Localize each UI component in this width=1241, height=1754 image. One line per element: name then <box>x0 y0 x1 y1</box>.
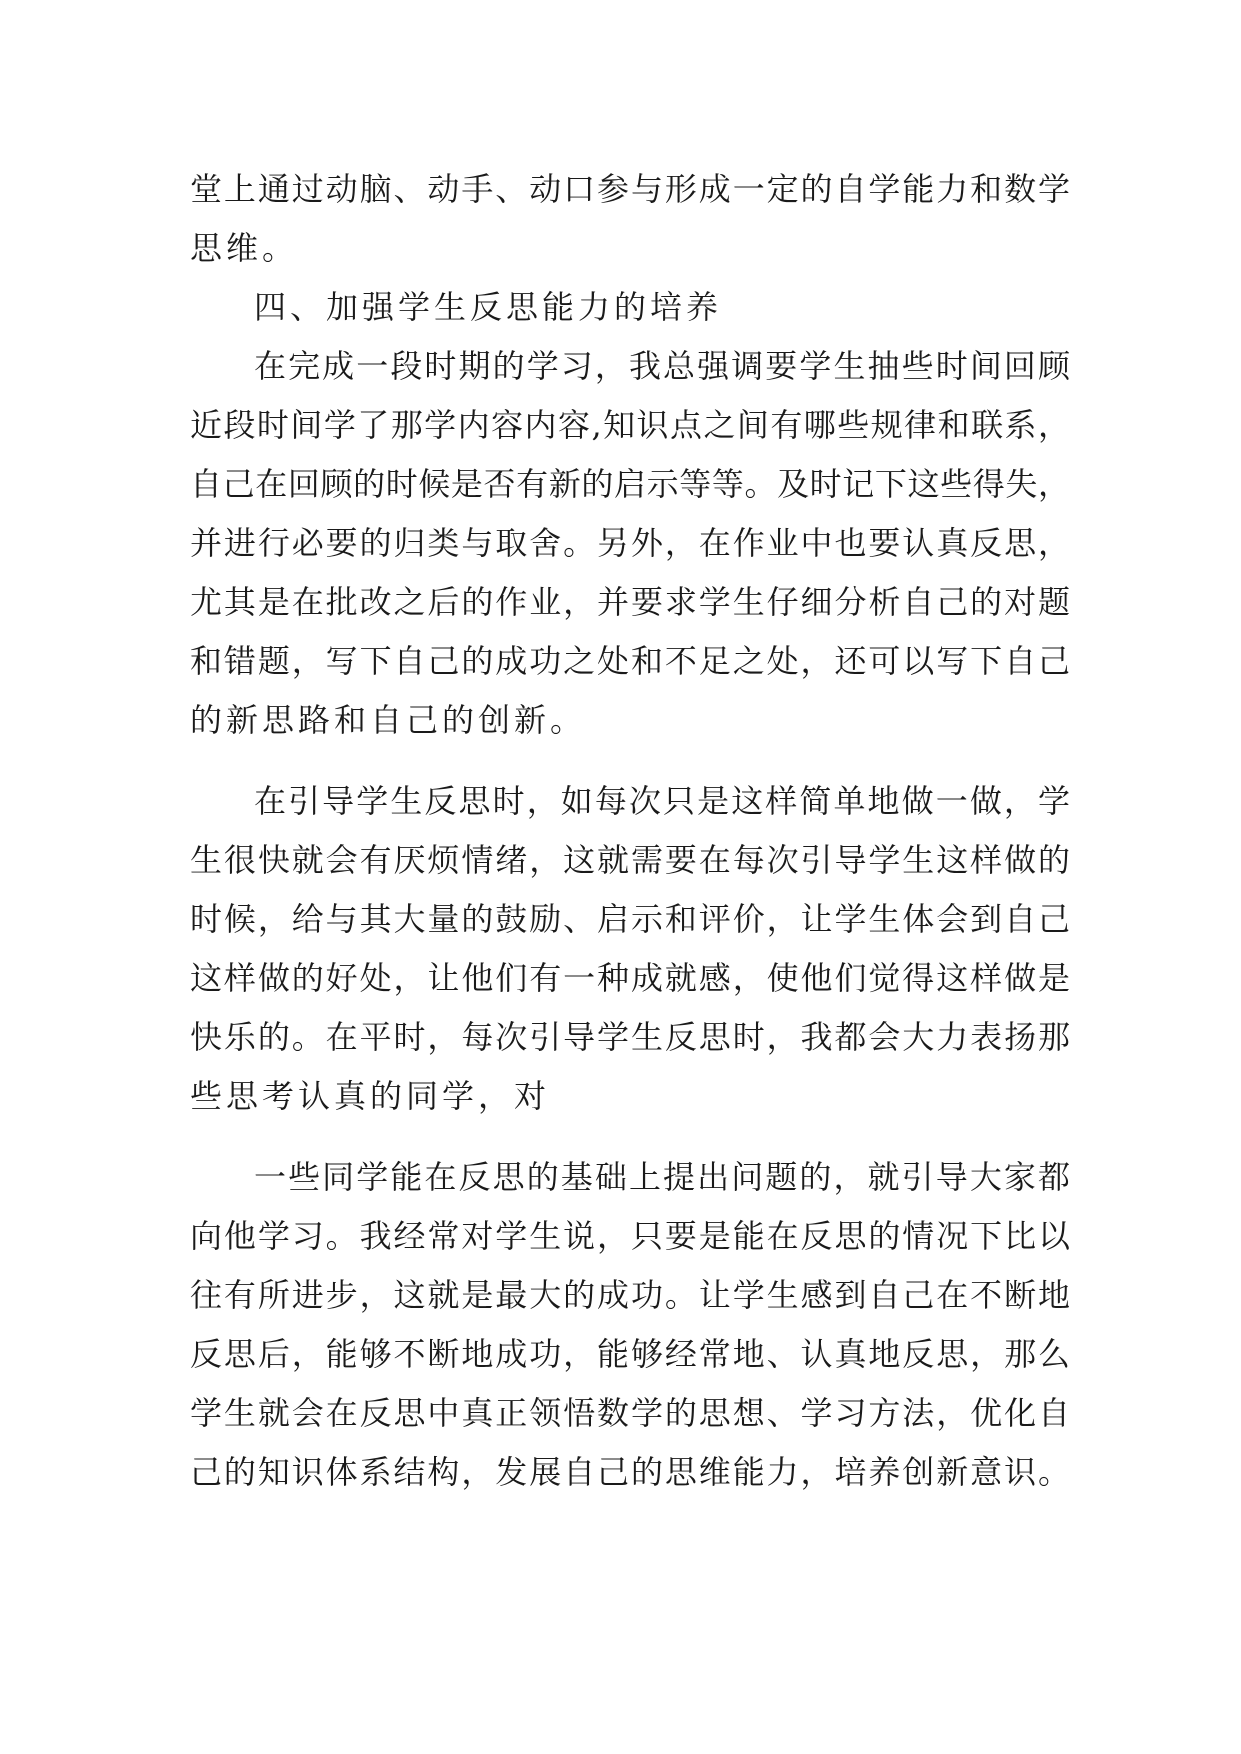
text-line: 思维。 <box>190 229 299 267</box>
text-line: 一些同学能在反思的基础上提出问题的，就引导大家都 <box>254 1158 1070 1196</box>
text-line: 的新思路和自己的创新。 <box>190 701 587 739</box>
text-line: 时候，给与其大量的鼓励、启示和评价，让学生体会到自己 <box>190 900 1070 938</box>
text-line: 这样做的好处，让他们有一种成就感，使他们觉得这样做是 <box>190 959 1070 997</box>
text-line: 快乐的。在平时，每次引导学生反思时，我都会大力表扬那 <box>190 1018 1070 1056</box>
text-line: 往有所进步，这就是最大的成功。让学生感到自己在不断地 <box>190 1276 1070 1314</box>
text-line: 生很快就会有厌烦情绪，这就需要在每次引导学生这样做的 <box>190 841 1070 879</box>
text-line: 在引导学生反思时，如每次只是这样简单地做一做，学 <box>254 782 1070 820</box>
body-text <box>190 160 1070 1502</box>
text-line: 尤其是在批改之后的作业，并要求学生仔细分析自己的对题 <box>190 583 1070 621</box>
text-line: 向他学习。我经常对学生说，只要是能在反思的情况下比以 <box>190 1217 1070 1255</box>
paragraph <box>190 772 1070 1126</box>
text-line: 堂上通过动脑、动手、动口参与形成一定的自学能力和数学 <box>190 170 1070 208</box>
paragraph <box>190 337 1070 750</box>
text-line: 自己在回顾的时候是否有新的启示等等。及时记下这些得失， <box>190 465 1070 503</box>
text-line: 些思考认真的同学，对 <box>190 1077 551 1115</box>
text-line: 并进行必要的归类与取舍。另外，在作业中也要认真反思， <box>190 524 1070 562</box>
text-line: 近段时间学了那学内容内容,知识点之间有哪些规律和联系， <box>190 406 1070 444</box>
section-heading <box>190 278 1070 337</box>
paragraph <box>190 1148 1070 1502</box>
paragraph <box>190 160 1070 278</box>
text-line: 在完成一段时期的学习，我总强调要学生抽些时间回顾 <box>254 347 1070 385</box>
text-line: 反思后，能够不断地成功，能够经常地、认真地反思，那么 <box>190 1335 1070 1373</box>
text-line: 己的知识体系结构，发展自己的思维能力，培养创新意识。 <box>190 1453 1070 1491</box>
text-line: 学生就会在反思中真正领悟数学的思想、学习方法，优化自 <box>190 1394 1070 1432</box>
text-line: 和错题，写下自己的成功之处和不足之处，还可以写下自己 <box>190 642 1070 680</box>
heading-line: 四、加强学生反思能力的培养 <box>254 288 723 326</box>
